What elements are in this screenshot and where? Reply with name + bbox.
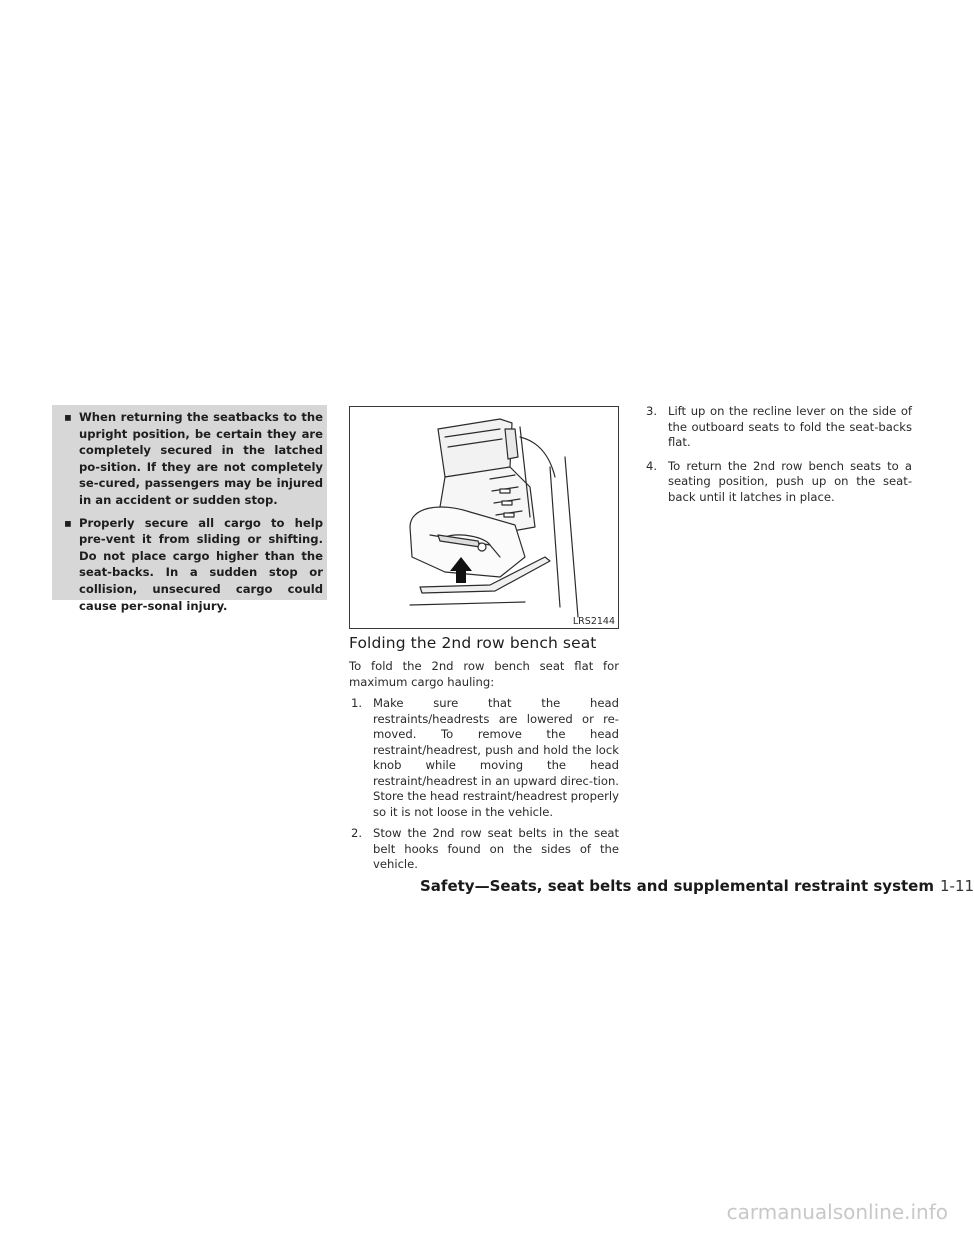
seat-illustration [349, 406, 619, 629]
step-number: 1. [351, 696, 363, 710]
page-footer [420, 877, 974, 895]
seat-drawing [350, 407, 618, 628]
section-heading: Folding the 2nd row bench seat [349, 634, 597, 652]
warning-text: When returning the seatbacks to the upright position, be certain they are completely secured in the latched po-sition. If they are not completely se-cured, passengers may be injured in an accident or sudden stop. [79, 410, 323, 507]
section-body [349, 659, 619, 873]
step-text: Lift up on the recline lever on the side of the outboard seats to fold the seat-backs flat. [668, 404, 912, 449]
step-item [644, 459, 912, 506]
warning-text: Properly secure all cargo to help pre-vent it from sliding or shifting. Do not place cargo higher than the seat-backs. In a sudden stop or collision, unsecured cargo could cause per-sonal injury. [79, 515, 323, 613]
bullet-icon: ▪ [64, 410, 72, 424]
page-number: 1-11 [939, 877, 974, 895]
step-item [644, 404, 912, 451]
step-number: 3. [646, 404, 658, 418]
chapter-title: Safety—Seats, seat belts and supplemental restraint system [420, 877, 934, 895]
warning-item [62, 515, 323, 615]
figure-code: LRS2144 [572, 616, 615, 627]
warning-list [62, 409, 323, 614]
step-number: 2. [351, 826, 363, 840]
step-item [349, 696, 619, 820]
warning-box [52, 405, 327, 613]
warning-item [62, 409, 323, 509]
steps-list-continued [644, 404, 912, 505]
steps-continued [644, 404, 912, 513]
step-text: To return the 2nd row bench seats to a seating position, push up on the seat-back until it latches in place. [668, 458, 912, 504]
step-item [349, 826, 619, 873]
bullet-icon: ▪ [64, 515, 72, 530]
step-number: 4. [646, 458, 658, 473]
watermark: carmanualsonline.info [726, 1200, 948, 1224]
step-text: Make sure that the head restraints/headrests are lowered or re-moved. To remove the head restraint/headrest, push and hold the lock knob while moving the head restraint/headrest in an upward direc-tion. Store the head restraint/headrest properly so it is not loose in the vehicle. [373, 696, 619, 819]
step-text: Stow the 2nd row seat belts in the seat belt hooks found on the sides of the vehicle. [373, 826, 619, 871]
steps-list [349, 696, 619, 873]
section-intro: To fold the 2nd row bench seat flat for maximum cargo hauling: [349, 659, 619, 689]
